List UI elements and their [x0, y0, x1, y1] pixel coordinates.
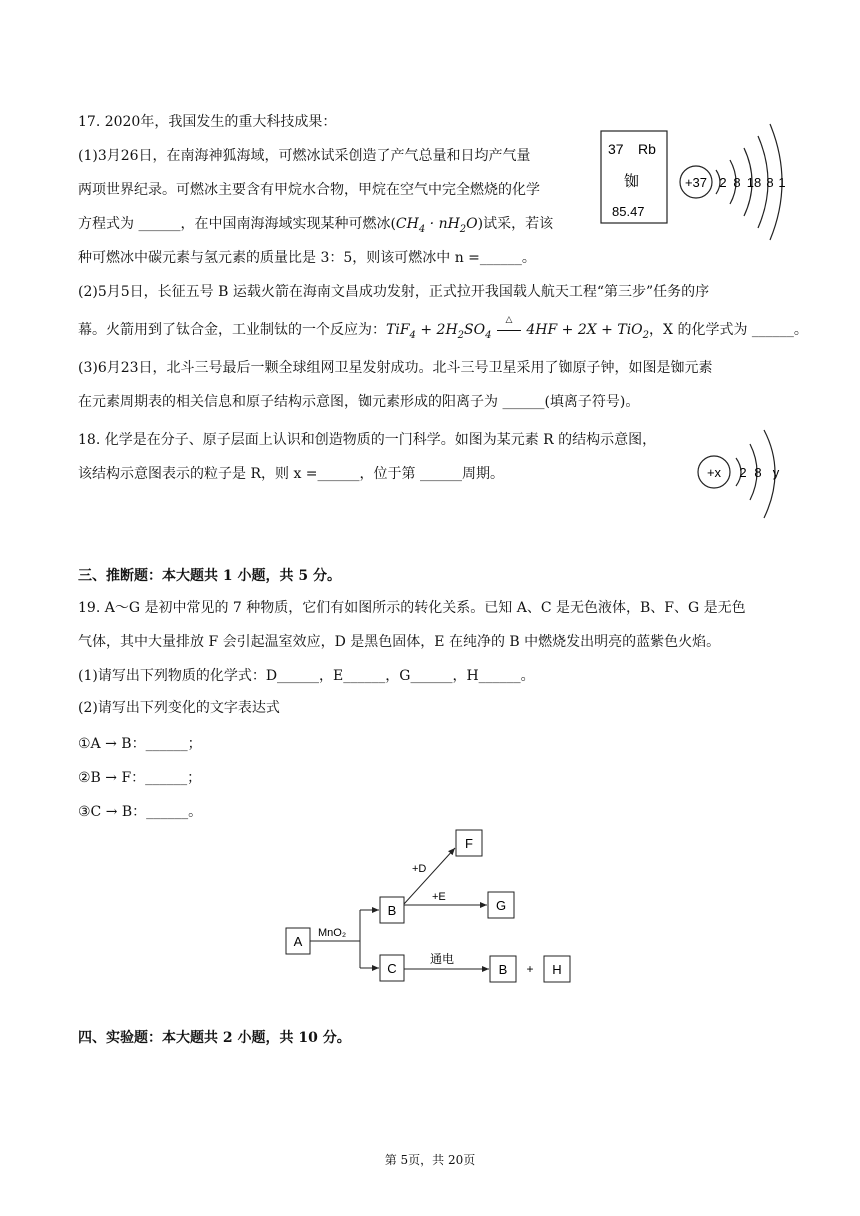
q18-line-1: 18. 化学是在分子、原子层面上认识和创造物质的一门科学。如图为某元素 R 的结构示意图，	[78, 432, 657, 448]
label-c: C	[387, 961, 397, 976]
rb-shell-2: 8	[733, 175, 741, 190]
q17-line-2: (1)3月26日，在南海神狐海域，可燃冰试采创造了产气总量和日均产气量	[78, 148, 531, 164]
label-b-product: B	[498, 962, 508, 977]
rb-element-name: 铷	[624, 172, 640, 190]
label-electrolysis: 通电	[430, 952, 455, 966]
q19-line-7: ③C → B：______。	[78, 804, 203, 820]
q17-line-7-start: 幕。火箭用到了钛合金，工业制钛的一个反应为：	[78, 322, 386, 338]
label-plus-d: +D	[412, 863, 427, 875]
transformation-flow-diagram	[280, 822, 590, 992]
r-nucleus-charge: +x	[706, 465, 722, 480]
q17-line-1: 17. 2020年，我国发生的重大科技成果：	[78, 114, 337, 130]
q19-line-2: 气体，其中大量排放 F 会引起温室效应，D 是黑色固体，E 在纯净的 B 中燃烧发出明亮的蓝紫色火焰。	[78, 634, 721, 650]
label-g: G	[495, 898, 507, 913]
q19-line-1: 19. A～G 是初中常见的 7 种物质，它们有如图所示的转化关系。已知 A、C 是无色液体，B、F、G 是无色	[78, 600, 746, 616]
r-shell-1: 2	[739, 465, 747, 480]
rb-shell-3: 18	[746, 175, 762, 190]
q17-line-4-end: )试采，若该	[477, 216, 554, 232]
q19-line-6: ②B → F：______；	[78, 770, 202, 786]
rb-shell-1: 2	[719, 175, 727, 190]
label-plus: +	[526, 962, 534, 976]
q17-line-8: (3)6月23日，北斗三号最后一颗全球组网卫星发射成功。北斗三号卫星采用了铷原子钟，如图是铷元素	[78, 360, 713, 376]
q18-line-2: 该结构示意图表示的粒子是 R，则 x =______，位于第 ______周期。	[78, 466, 504, 482]
arrow-b-to-f	[404, 848, 455, 904]
q19-line-3: (1)请写出下列物质的化学式：D______，E______，G______，H______。	[78, 668, 535, 684]
label-plus-e: +E	[432, 891, 446, 903]
rb-atomic-mass: 85.47	[612, 204, 645, 219]
label-a: A	[293, 934, 303, 949]
q17-line-7-end: ，X 的化学式为 ______。	[649, 322, 808, 338]
rb-atom-diagram	[676, 112, 796, 242]
label-b: B	[387, 903, 397, 918]
q17-line-9: 在元素周期表的相关信息和原子结构示意图，铷元素形成的阳离子为 ______(填离子符号)。	[78, 394, 640, 410]
label-h: H	[552, 962, 562, 977]
rb-symbol: Rb	[638, 141, 656, 157]
q17-line-5: 种可燃冰中碳元素与氢元素的质量比是 3：5，则该可燃冰中 n =______。	[78, 250, 536, 266]
label-mno2: MnO₂	[318, 927, 347, 939]
rb-periodic-card	[600, 130, 670, 226]
q19-line-5: ①A → B：______；	[78, 736, 202, 752]
q19-line-4: (2)请写出下列变化的文字表达式	[78, 700, 280, 716]
r-atom-diagram	[694, 426, 784, 522]
rb-nucleus-charge: +37	[684, 175, 708, 190]
section-4-heading: 四、实验题：本大题共 2 小题，共 10 分。	[78, 1030, 351, 1046]
q17-line-3: 两项世界纪录。可燃冰主要含有甲烷水合物，甲烷在空气中完全燃烧的化学	[78, 182, 540, 198]
rb-shell-5: 1	[778, 175, 786, 190]
formula-combustible-ice: $CH_4 \cdot nH_2O$	[395, 216, 478, 235]
label-f: F	[465, 836, 473, 851]
q17-line-4-start: 方程式为 ______，在中国南海海域实现某种可燃冰(	[78, 216, 396, 232]
titanium-reaction-equation: $TiF_4 + 2H_2SO_4$ △ 4HF + 2X + TiO$_2$	[386, 315, 650, 341]
r-shell-3: y	[772, 465, 780, 480]
section-3-heading: 三、推断题：本大题共 1 小题，共 5 分。	[78, 568, 341, 584]
q17-line-7	[78, 315, 808, 346]
q17-line-4	[78, 214, 553, 240]
r-shell-2: 8	[754, 465, 762, 480]
q17-line-6: (2)5月5日，长征五号 B 运载火箭在海南文昌成功发射，正式拉开我国载人航天工程“第三步”任务的序	[78, 284, 710, 300]
rb-atomic-number: 37	[608, 141, 624, 157]
page-footer: 第 5页，共 20页	[384, 1153, 476, 1167]
rb-shell-4: 8	[766, 175, 774, 190]
